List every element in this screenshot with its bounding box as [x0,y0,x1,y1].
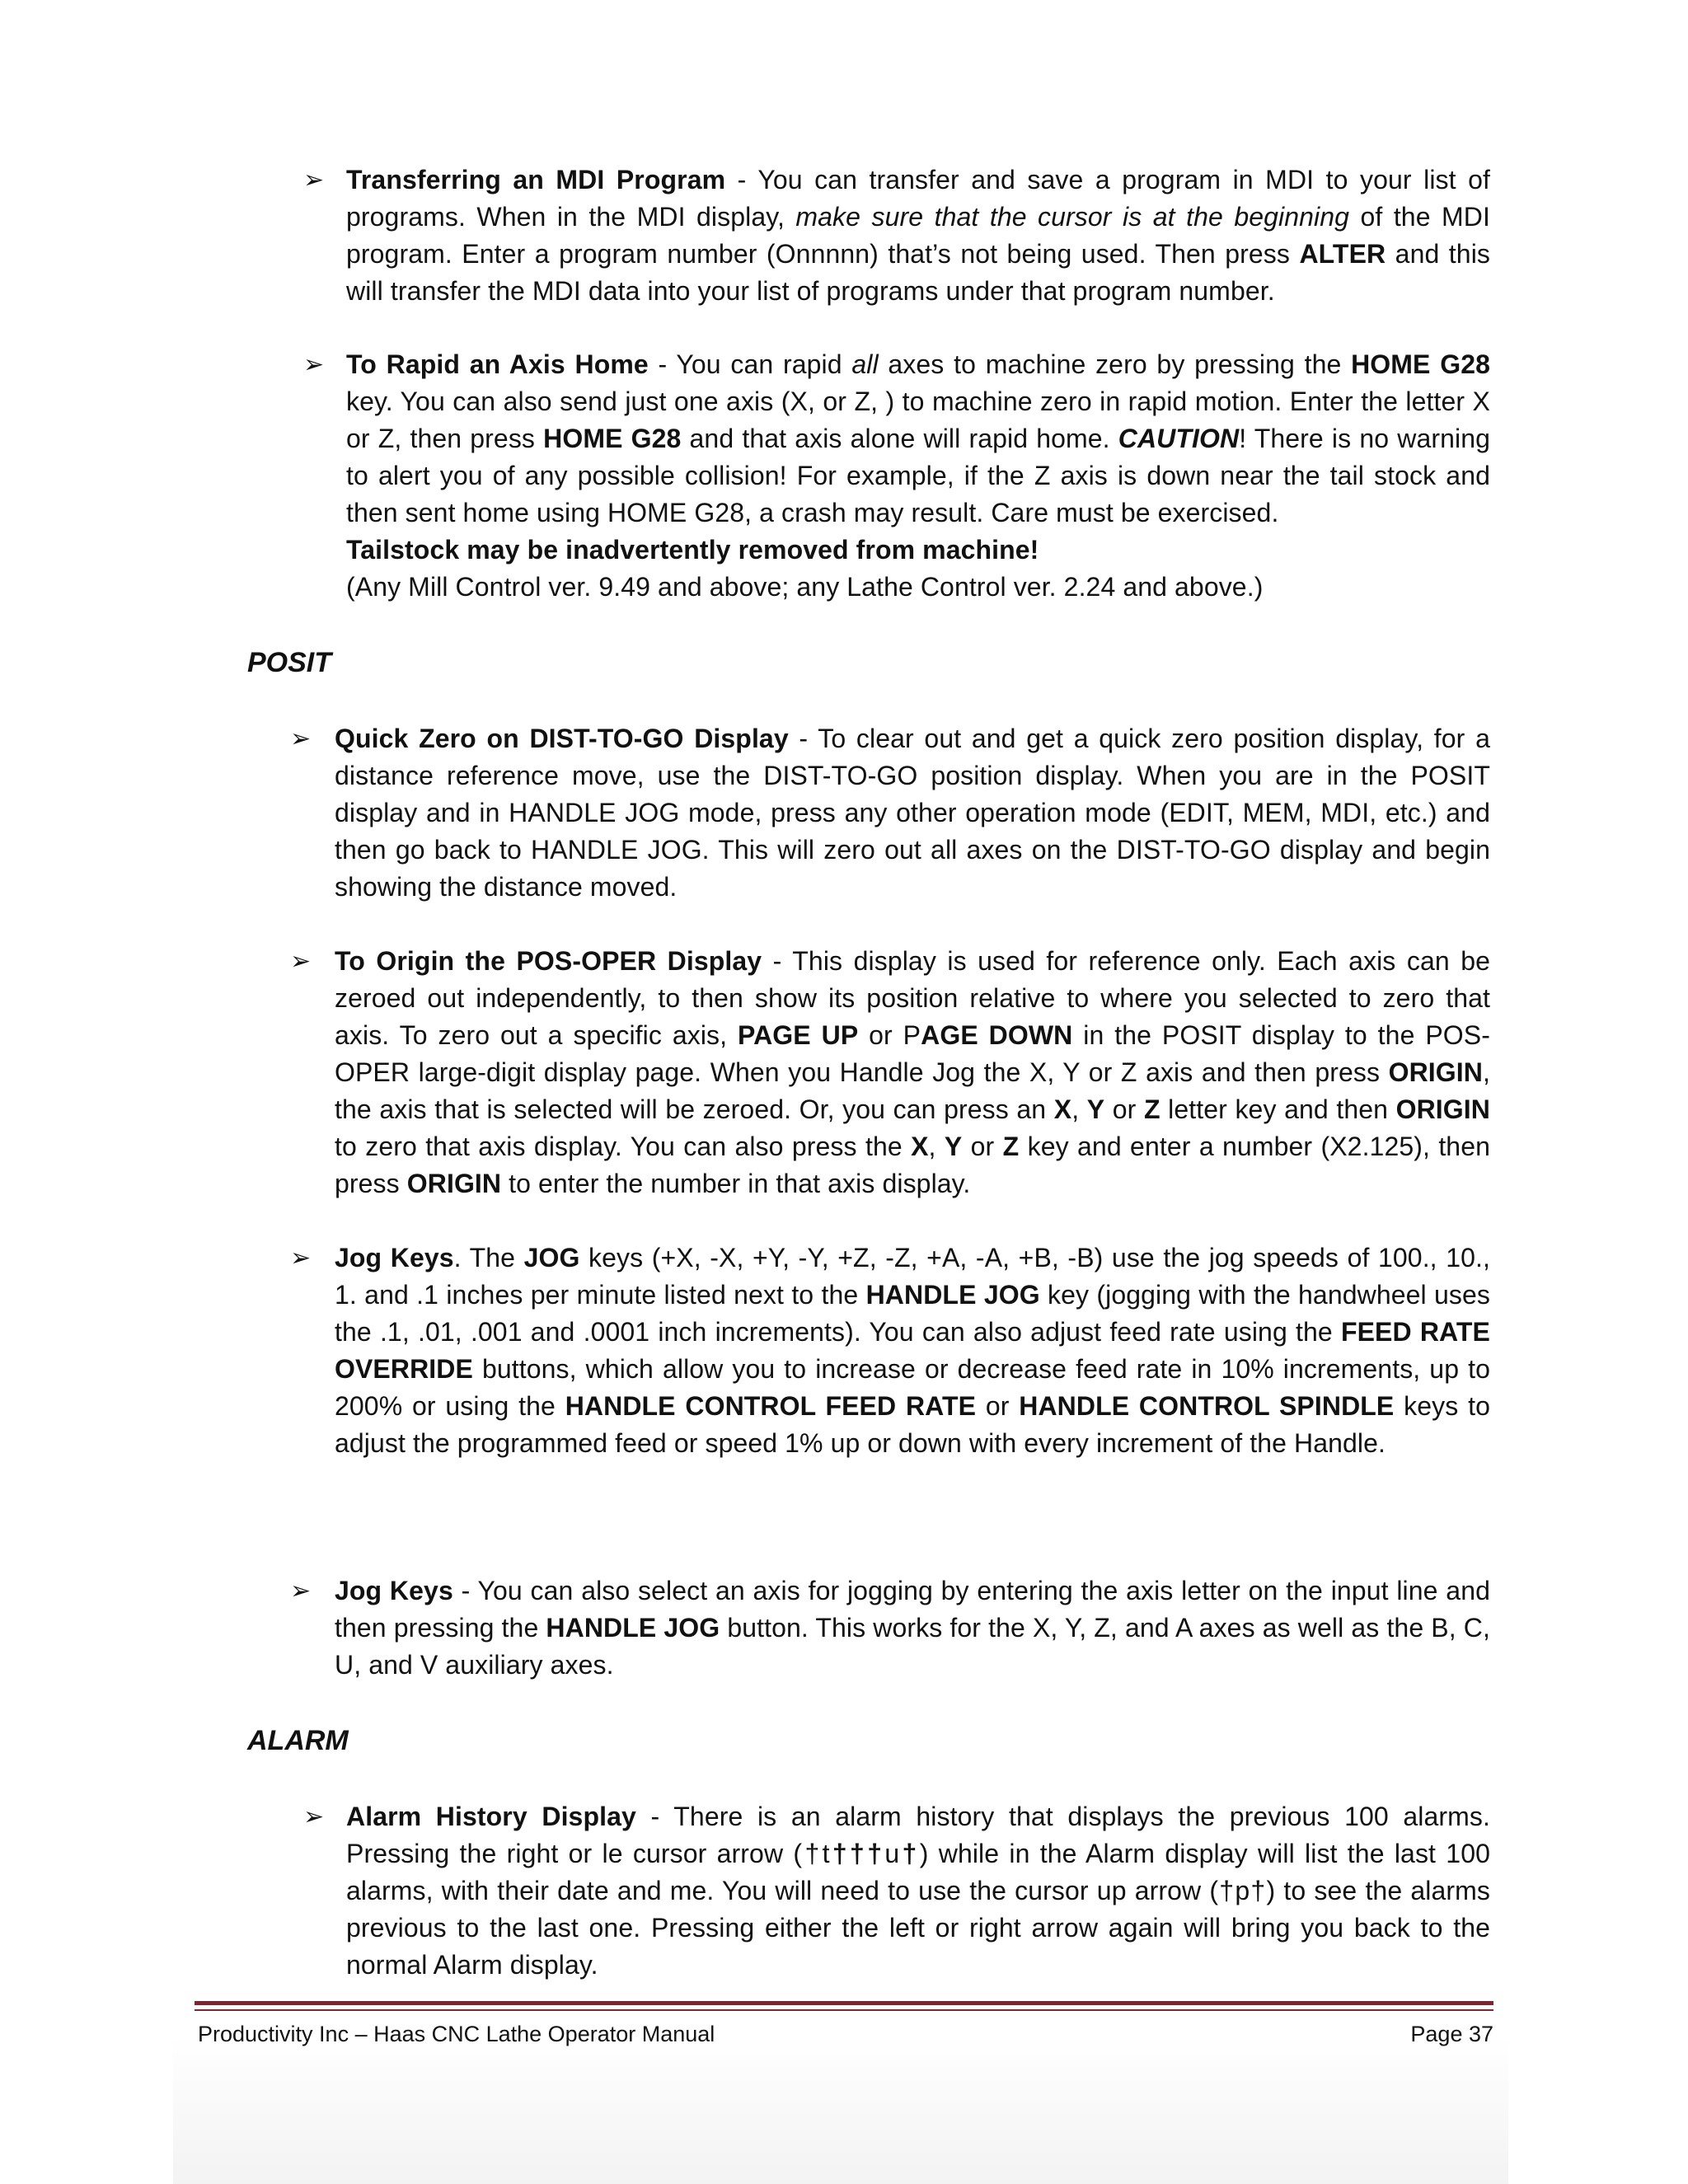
jog-keys-title: Jog Keys [335,1243,454,1272]
bullet-arrow-icon: ➢ [290,947,312,976]
mdi-transfer-paragraph: Transferring an MDI Program - You can transfer and save a program in MDI to your list of programs. When in the MDI display, make sure that the cursor is at the beginning of the MDI program. Enter a program number (Onnnnn) that’s not being used. Then press ALTER and this will transfer the MDI data into your list of programs under that program number. [346,165,1491,306]
quick-zero-paragraph: Quick Zero on DIST-TO-GO Display - To clear out and get a quick zero position display, for a distance reference move, use the DIST-TO-GO position display. When you are in the POSIT display and in HANDLE JOG mode, press any other operation mode (EDIT, MEM, MDI, etc.) and then go back to HANDLE JOG. This will zero out all axes on the DIST-TO-GO display and begin showing the distance moved. [335,724,1491,902]
bullet-arrow-icon: ➢ [290,724,312,753]
alarm-history-title: Alarm History Display [346,1802,636,1831]
jog-keys-paragraph: Jog Keys. The JOG keys (+X, -X, +Y, -Y, +Z, -Z, +A, -A, +B, -B) use the jog speeds of 100., 10., 1. and .1 inches per minute listed next to the HANDLE JOG key (jogging with the handwheel uses the .1, .01, .001 and .0001 inch increments). You can also adjust feed rate using the FEED RATE OVERRIDE buttons, which allow you to increase or decrease feed rate in 10% increments, up to 200% or using the HANDLE CONTROL FEED RATE or HANDLE CONTROL SPINDLE keys to adjust the programmed feed or speed 1% up or down with every increment of the Handle. [335,1243,1491,1458]
jog-keys-axis-title: Jog Keys [335,1576,453,1605]
bullet-arrow-icon: ➢ [290,1577,312,1605]
bullet-arrow-icon: ➢ [303,1802,325,1831]
section-heading-posit: POSIT [247,647,332,678]
origin-title: To Origin the POS-OPER Display [335,946,762,976]
bullet-arrow-icon: ➢ [303,350,325,379]
jog-keys-axis-paragraph: Jog Keys - You can also select an axis for jogging by entering the axis letter on the input line and then pressing the HANDLE JOG button. This works for the X, Y, Z, and A axes as well as the B, C, U, and V auxiliary axes. [335,1576,1490,1680]
alarm-history-paragraph: Alarm History Display - There is an alarm history that displays the previous 100 alarms. Pressing the right or le cursor arrow (†t†††u†) while in the Alarm display will list the last 100 alarms, with their date and me. You will need to use the cursor up arrow (†p†) to see the alarms previous to the last one. Pressing either the left or right arrow again will bring you back to the normal Alarm display. [346,1802,1490,1980]
mdi-transfer-title: Transferring an MDI Program [346,165,726,194]
bullet-arrow-icon: ➢ [303,166,325,194]
tailstock-warning: Tailstock may be inadvertently removed from machine! [346,535,1039,565]
origin-paragraph: To Origin the POS-OPER Display - This display is used for reference only. Each axis can be zeroed out independently, to then show its position relative to where you selected to zero that axis. To zero out a specific axis, PAGE UP or PAGE DOWN in the POSIT display to the POS-OPER large-digit display page. When you Handle Jog the X, Y or Z axis and then press ORIGIN, the axis that is selected will be zeroed. Or, you can press an X, Y or Z letter key and then ORIGIN to zero that axis display. You can also press the X, Y or Z key and enter a number (X2.125), then press ORIGIN to enter the number in that axis display. [335,946,1491,1198]
version-note: (Any Mill Control ver. 9.49 and above; any Lathe Control ver. 2.24 and above.) [346,572,1264,602]
section-heading-alarm: ALARM [247,1725,349,1756]
caution-label: CAUTION [1118,424,1240,453]
footer-rule-thin [195,2009,1493,2011]
page-number: Page 37 [1410,2022,1493,2046]
quick-zero-title: Quick Zero on DIST-TO-GO Display [335,724,789,753]
bullet-arrow-icon: ➢ [290,1244,312,1272]
rapid-home-paragraph: To Rapid an Axis Home - You can rapid all axes to machine zero by pressing the HOME G28 key. You can also send just one axis (X, or Z, ) to machine zero in rapid motion. Enter the letter X or Z, then press HOME G28 and that axis alone will rapid home. CAUTION! There is no warning to alert you of any possible collision! For example, if the Z axis is down near the tail stock and then sent home using HOME G28, a crash may result. Care must be exercised. Tailstock may be inadvertently removed from machine! (Any Mill Control ver. 9.49 and above; any Lathe Control ver. 2.24 and above.) [346,346,1490,606]
footer-rule-thick [195,2001,1493,2005]
rapid-home-title: To Rapid an Axis Home [346,349,649,379]
page-bottom-shade [173,2036,1508,2184]
footer-title: Productivity Inc – Haas CNC Lathe Operator Manual [198,2022,715,2046]
